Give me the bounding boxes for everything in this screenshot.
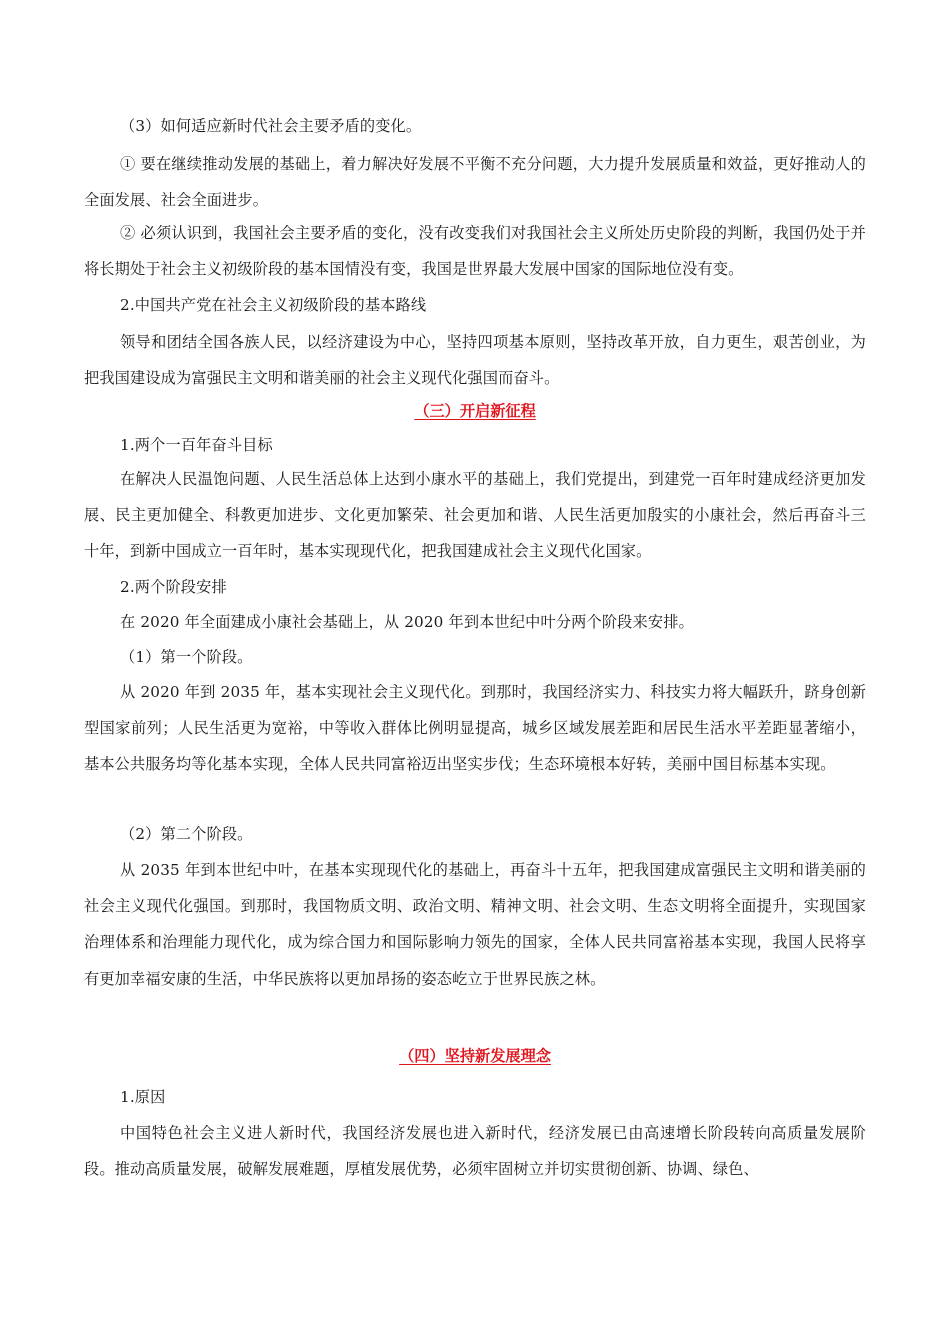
point-2-paragraph: ② 必须认识到，我国社会主要矛盾的变化，没有改变我们对我国社会主义所处历史阶段的判断，我国仍处于并将长期处于社会主义初级阶段的基本国情没有变，我国是世界最大发展中国家的国际地位没有变。 bbox=[84, 224, 866, 279]
point-1-paragraph: ① 要在继续推动发展的基础上，着力解决好发展不平衡不充分问题，大力提升发展质量和效益，更好推动人的全面发展、社会全面进步。 bbox=[84, 155, 866, 210]
two-centenary-goals-subheading: 1.两个一百年奋斗目标 bbox=[120, 436, 273, 454]
two-stages-subheading: 2.两个阶段安排 bbox=[120, 578, 227, 596]
section-4-heading bbox=[84, 1038, 866, 1074]
stage-1-paragraph: 从 2020 年到 2035 年，基本实现社会主义现代化。到那时，我国经济实力、科技实力将大幅跃升，跻身创新型国家前列；人民生活更为宽裕，中等收入群体比例明显提高，城乡区域发展差距和居民生活水平差距显著缩小，基本公共服务均等化基本实现，全体人民共同富裕迈出坚实步伐；生态环境根本好转，美丽中国目标基本实现。 bbox=[84, 683, 866, 774]
stage-2-paragraph: 从 2035 年到本世纪中叶，在基本实现现代化的基础上，再奋斗十五年，把我国建成富强民主文明和谐美丽的社会主义现代化强国。到那时，我国物质文明、政治文明、精神文明、社会文明、生态文明将全面提升，实现国家治理体系和治理能力现代化，成为综合国力和国际影响力领先的国家，全体人民共同富裕基本实现，我国人民将享有更加幸福安康的生活，中华民族将以更加昂扬的姿态屹立于世界民族之林。 bbox=[84, 861, 866, 988]
section-3-heading-text: （三）开启新征程 bbox=[414, 402, 536, 420]
section-4-heading-text: （四）坚持新发展理念 bbox=[399, 1047, 551, 1065]
item-3-heading: （3）如何适应新时代社会主要矛盾的变化。 bbox=[120, 117, 422, 135]
basic-line-paragraph: 领导和团结全国各族人民，以经济建设为中心，坚持四项基本原则，坚持改革开放，自力更生，艰苦创业，为把我国建设成为富强民主文明和谐美丽的社会主义现代化强国而奋斗。 bbox=[84, 333, 866, 388]
two-stages-intro: 在 2020 年全面建成小康社会基础上，从 2020 年到本世纪中叶分两个阶段来安排。 bbox=[120, 613, 694, 631]
section-3-heading bbox=[84, 393, 866, 429]
stage-1-heading: （1）第一个阶段。 bbox=[120, 648, 253, 666]
two-centenary-goals-paragraph: 在解决人民温饱问题、人民生活总体上达到小康水平的基础上，我们党提出，到建党一百年时建成经济更加发展、民主更加健全、科教更加进步、文化更加繁荣、社会更加和谐、人民生活更加殷实的小康社会，然后再奋斗三十年，到新中国成立一百年时，基本实现现代化，把我国建成社会主义现代化国家。 bbox=[84, 470, 866, 561]
stage-2-heading: （2）第二个阶段。 bbox=[120, 825, 253, 843]
reason-paragraph: 中国特色社会主义进人新时代，我国经济发展也进入新时代，经济发展已由高速增长阶段转向高质量发展阶段。推动高质量发展，破解发展难题，厚植发展优势，必须牢固树立并切实贯彻创新、协调、绿色、 bbox=[84, 1124, 866, 1179]
reason-subheading: 1.原因 bbox=[120, 1088, 166, 1106]
basic-line-subheading: 2.中国共产党在社会主义初级阶段的基本路线 bbox=[120, 296, 427, 314]
